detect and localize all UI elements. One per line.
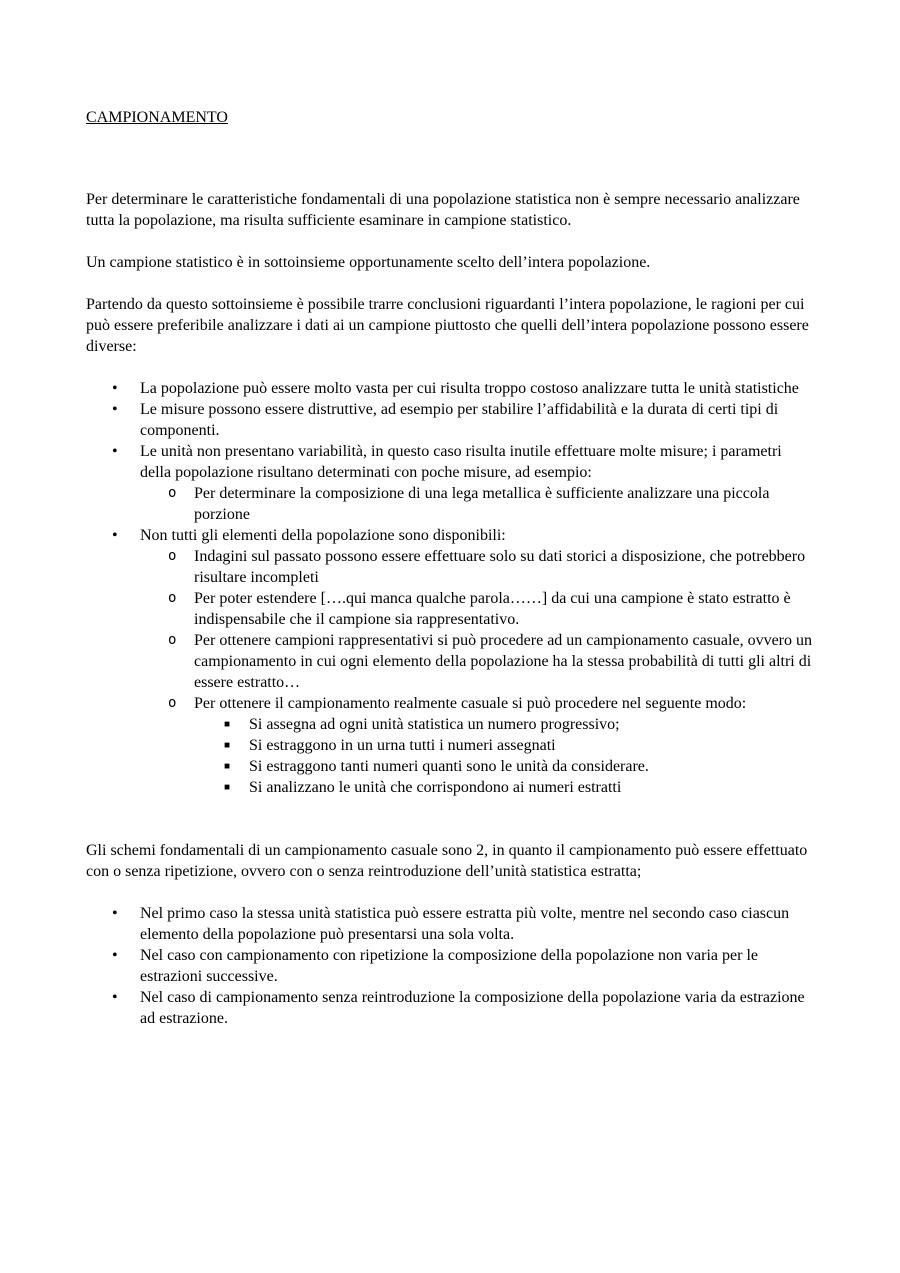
list-item-text: La popolazione può essere molto vasta per cui risulta troppo costoso analizzare tutta le unità statistiche [140,380,799,397]
list-item [86,399,816,441]
list-item [86,525,816,798]
sub-list-item-text: Per determinare la composizione di una lega metallica è sufficiente analizzare una piccola porzione [194,485,770,523]
list-item-text: Non tutti gli elementi della popolazione sono disponibili: [140,527,506,544]
document-page [86,107,816,1029]
square-bullet-icon: ■ [224,740,231,751]
step-item [194,735,816,756]
paragraph-reasons: Partendo da questo sottoinsieme è possibile trarre conclusioni riguardanti l’intera popolazione, le ragioni per cui può essere preferibile analizzare i dati ai un campione piuttosto che quelli dell’intera popolazione possono essere diverse: [86,296,809,355]
list-item [86,903,816,945]
sub-list-item-text: Per ottenere campioni rappresentativi si può procedere ad un campionamento casuale, ovvero un campionamento in cui ogni elemento della popolazione ha la stessa probabilità di tutti gli altri di essere estratto… [194,632,812,691]
list-item-text: Nel caso di campionamento senza reintroduzione la composizione della popolazione varia da estrazione ad estrazione. [140,989,805,1027]
bullet-icon: • [112,905,118,922]
circle-bullet-icon: o [168,548,177,564]
schemes-list [86,903,816,1029]
step-item [194,714,816,735]
square-bullet-icon: ■ [224,719,231,730]
paragraph-definition: Un campione statistico è in sottoinsieme opportunamente scelto dell’intera popolazione. [86,254,651,271]
sub-list [140,546,816,798]
paragraph-schemes: Gli schemi fondamentali di un campionamento casuale sono 2, in quanto il campionamento può essere effettuato con o senza ripetizione, ovvero con o senza reintroduzione dell’unità statistica estratta; [86,842,808,880]
sub-list-item-text: Indagini sul passato possono essere effettuare solo su dati storici a disposizione, che potrebbero risultare incompleti [194,548,806,586]
spacer [86,128,816,189]
sub-list-item-text: Per poter estendere [….qui manca qualche parola……] da cui una campione è stato estratto è indispensabile che il campione sia rappresentativo. [194,590,791,628]
sub-list-item [140,483,816,525]
bullet-icon: • [112,443,118,460]
procedure-steps-list [194,714,816,798]
step-text: Si assegna ad ogni unità statistica un numero progressivo; [249,716,620,733]
step-item [194,756,816,777]
sub-list-item-text: Per ottenere il campionamento realmente casuale si può procedere nel seguente modo: [194,695,747,712]
list-item-text: Nel caso con campionamento con ripetizione la composizione della popolazione non varia per le estrazioni successive. [140,947,758,985]
list-item-text: Le misure possono essere distruttive, ad esempio per stabilire l’affidabilità e la durata di certi tipi di componenti. [140,401,779,439]
step-text: Si analizzano le unità che corrispondono ai numeri estratti [249,779,622,796]
square-bullet-icon: ■ [224,782,231,793]
step-text: Si estraggono tanti numeri quanti sono le unità da considerare. [249,758,649,775]
list-item-text: Nel primo caso la stessa unità statistica può essere estratta più volte, mentre nel secondo caso ciascun elemento della popolazione può presentarsi una sola volta. [140,905,790,943]
list-item [86,378,816,399]
sub-list [140,483,816,525]
bullet-icon: • [112,989,118,1006]
bullet-icon: • [112,401,118,418]
paragraph-intro: Per determinare le caratteristiche fondamentali di una popolazione statistica non è sempre necessario analizzare tutta la popolazione, ma risulta sufficiente esaminare in campione statistico. [86,191,800,229]
bullet-icon: • [112,527,118,544]
list-item [86,945,816,987]
document-title: CAMPIONAMENTO [86,109,228,126]
bullet-icon: • [112,947,118,964]
sub-list-item [140,588,816,630]
reasons-list [86,378,816,798]
circle-bullet-icon: o [168,485,177,501]
step-text: Si estraggono in un urna tutti i numeri assegnati [249,737,556,754]
step-item [194,777,816,798]
list-item-text: Le unità non presentano variabilità, in questo caso risulta inutile effettuare molte misure; i parametri della popolazione risultano determinati con poche misure, ad esempio: [140,443,782,481]
circle-bullet-icon: o [168,695,177,711]
sub-list-item [140,630,816,693]
circle-bullet-icon: o [168,632,177,648]
list-item [86,987,816,1029]
circle-bullet-icon: o [168,590,177,606]
list-item [86,441,816,525]
sub-list-item [140,693,816,798]
square-bullet-icon: ■ [224,761,231,772]
bullet-icon: • [112,380,118,397]
sub-list-item [140,546,816,588]
